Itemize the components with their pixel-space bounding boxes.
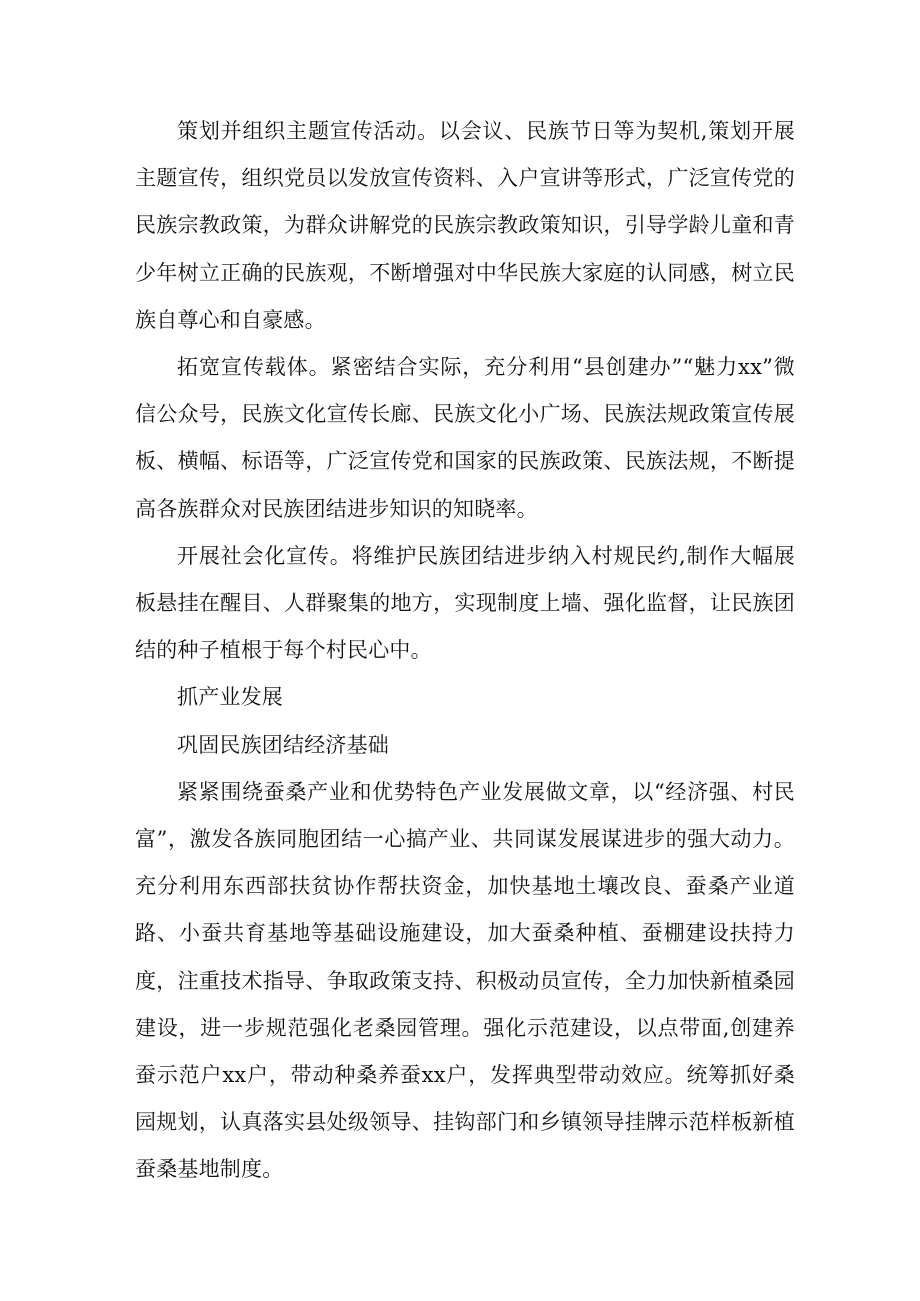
paragraph-social-propaganda: 开展社会化宣传。将维护民族团结进步纳入村规民约,制作大幅展板悬挂在醒目、人群聚集的地方，实现制度上墙、强化监督，让民族团结的种子植根于每个村民心中。	[135, 543, 795, 663]
paragraph-industry-development: 紧紧围绕蚕桑产业和优势特色产业发展做文章，以“经济强、村民富”，激发各族同胞团结一心搞产业、共同谋发展谋进步的强大动力。充分利用东西部扶贫协作帮扶资金，加快基地土壤改良、蚕桑产业道路、小蚕共育基地等基础设施建设，加大蚕桑种植、蚕棚建设扶持力度，注重技术指导、争取政策支持、积极动员宣传，全力加快新植桑园建设，进一步规范强化老桑园管理。强化示范建设，以点带面,创建养蚕示范户xx户，带动种桑养蚕xx户，发挥典型带动效应。统筹抓好桑园规划，认真落实县处级领导、挂钩部门和乡镇领导挂牌示范样板新植蚕桑基地制度。	[135, 779, 795, 1182]
section-subheading: 巩固民族团结经济基础	[177, 732, 389, 757]
section-heading: 抓产业发展	[177, 685, 283, 710]
paragraph-propaganda-activities: 策划并组织主题宣传活动。以会议、民族节日等为契机,策划开展主题宣传，组织党员以发放宣传资料、入户宣讲等形式，广泛宣传党的民族宗教政策，为群众讲解党的民族宗教政策知识，引导学龄儿童和青少年树立正确的民族观，不断增强对中华民族大家庭的认同感，树立民族自尊心和自豪感。	[135, 119, 795, 332]
document-body	[135, 108, 795, 1194]
paragraph-propaganda-carriers: 拓宽宣传载体。紧密结合实际，充分利用“县创建办”“魅力xx”微信公众号，民族文化宣传长廊、民族文化小广场、民族法规政策宣传展板、横幅、标语等，广泛宣传党和国家的民族政策、民族法规，不断提高各族群众对民族团结进步知识的知晓率。	[135, 355, 795, 521]
